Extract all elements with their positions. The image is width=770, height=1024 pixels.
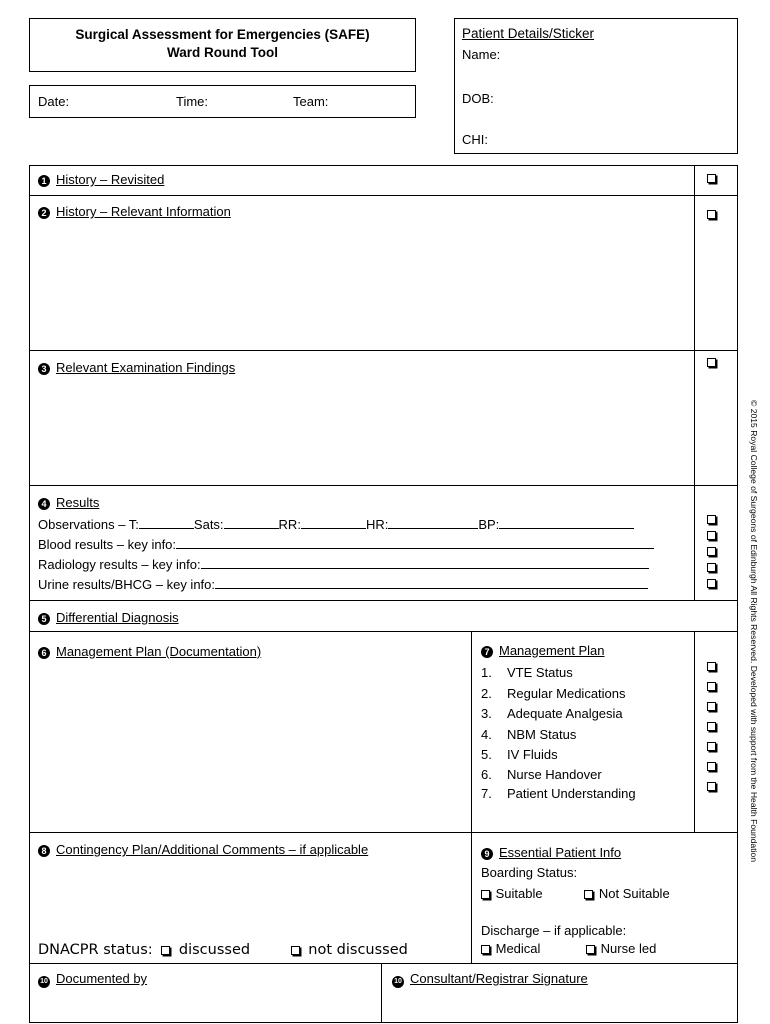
checkbox-history-relevant[interactable] <box>707 210 716 219</box>
boarding-not-suitable-label: Not Suitable <box>598 886 670 901</box>
section-contingency-plan <box>38 842 368 857</box>
divider-3 <box>29 485 738 486</box>
management-item <box>481 686 626 701</box>
obs-t-field[interactable] <box>139 517 194 529</box>
management-item-num: 7. <box>481 786 492 801</box>
checkbox-column-divider-upper <box>694 165 695 600</box>
section-differential-diagnosis <box>38 610 179 625</box>
obs-sats-label: Sats: <box>193 517 224 532</box>
split-management <box>471 631 472 963</box>
section-number-3: 3 <box>38 363 50 375</box>
management-item-num: 5. <box>481 747 492 762</box>
checkbox-nurse-handover[interactable] <box>707 762 716 771</box>
divider-4 <box>29 600 738 601</box>
management-item-label: NBM Status <box>507 727 577 742</box>
section-examination-findings <box>38 360 235 375</box>
management-item-num: 1. <box>481 665 492 680</box>
checkbox-blood-results[interactable] <box>707 531 716 540</box>
checkbox-dnacpr-not-discussed[interactable] <box>291 946 300 955</box>
management-item <box>481 747 558 762</box>
obs-t-label: Observations – T: <box>38 517 139 532</box>
management-item-label: Regular Medications <box>507 686 626 701</box>
checkbox-patient-understanding[interactable] <box>707 782 716 791</box>
section-11-title: Consultant/Registrar Signature <box>410 971 588 986</box>
section-6-title: Management Plan (Documentation) <box>56 644 262 659</box>
date-time-team-box <box>29 85 416 118</box>
section-history-relevant <box>38 204 231 219</box>
section-3-title: Relevant Examination Findings <box>56 360 236 375</box>
section-4-title: Results <box>56 495 100 510</box>
section-5-title: Differential Diagnosis <box>56 610 179 625</box>
urine-results-label: Urine results/BHCG – key info: <box>38 577 216 592</box>
boarding-options <box>481 886 670 901</box>
section-number-6: 6 <box>38 647 50 659</box>
management-item <box>481 767 602 782</box>
blood-results-row <box>38 537 654 552</box>
checkbox-discharge-nurse-led[interactable] <box>586 945 595 954</box>
checkbox-vte-status[interactable] <box>707 662 716 671</box>
management-item <box>481 786 636 801</box>
radiology-results-row <box>38 557 649 572</box>
checkbox-urine-results[interactable] <box>707 563 716 572</box>
obs-bp-label: BP: <box>478 517 500 532</box>
section-number-2: 2 <box>38 207 50 219</box>
section-consultant-signature <box>392 971 588 988</box>
boarding-status-label: Boarding Status: <box>481 865 578 880</box>
management-item-label: IV Fluids <box>507 747 558 762</box>
patient-dob-label: DOB: <box>462 91 494 106</box>
split-signature <box>381 963 382 1023</box>
checkbox-regular-medications[interactable] <box>707 682 716 691</box>
dnacpr-not-discussed-label: not discussed <box>308 942 408 958</box>
observations-row <box>38 517 634 532</box>
dnacpr-label: DNACPR status: <box>38 942 153 958</box>
team-label: Team: <box>293 94 329 109</box>
checkbox-nbm-status[interactable] <box>707 722 716 731</box>
management-item-label: Patient Understanding <box>507 786 636 801</box>
section-1-title: History – Revisited <box>56 172 165 187</box>
section-number-11: 10 <box>392 976 404 988</box>
obs-rr-field[interactable] <box>301 517 366 529</box>
management-item <box>481 706 623 721</box>
management-item <box>481 665 573 680</box>
patient-details-heading: Patient Details/Sticker <box>462 26 595 41</box>
checkbox-iv-fluids[interactable] <box>707 742 716 751</box>
obs-hr-field[interactable] <box>388 517 478 529</box>
radiology-results-label: Radiology results – key info: <box>38 557 201 572</box>
boarding-suitable-label: Suitable <box>495 886 543 901</box>
checkbox-column-divider-lower <box>694 631 695 832</box>
obs-sats-field[interactable] <box>224 517 279 529</box>
form-title-line2: Ward Round Tool <box>167 45 278 60</box>
checkbox-boarding-not-suitable[interactable] <box>584 890 593 899</box>
section-number-10: 10 <box>38 976 50 988</box>
section-10-title: Documented by <box>56 971 148 986</box>
blood-results-label: Blood results – key info: <box>38 537 177 552</box>
discharge-options <box>481 941 656 956</box>
divider-7 <box>29 963 738 964</box>
section-results <box>38 495 99 510</box>
checkbox-boarding-suitable[interactable] <box>481 890 490 899</box>
checkbox-examination-findings[interactable] <box>707 358 716 367</box>
management-item-label: Nurse Handover <box>507 767 602 782</box>
obs-hr-label: HR: <box>365 517 389 532</box>
section-essential-patient-info <box>481 845 621 860</box>
section-9-title: Essential Patient Info <box>499 845 622 860</box>
blood-results-field[interactable] <box>176 537 654 549</box>
section-management-documentation <box>38 644 261 659</box>
divider-5 <box>29 631 738 632</box>
section-number-4: 4 <box>38 498 50 510</box>
discharge-nurse-led-label: Nurse led <box>600 941 657 956</box>
management-item-num: 2. <box>481 686 492 701</box>
divider-6 <box>29 832 738 833</box>
discharge-medical-label: Medical <box>495 941 541 956</box>
management-item-num: 4. <box>481 727 492 742</box>
section-number-9: 9 <box>481 848 493 860</box>
section-7-title: Management Plan <box>499 643 605 658</box>
section-number-8: 8 <box>38 845 50 857</box>
form-title <box>29 26 416 62</box>
patient-name-label: Name: <box>462 47 501 62</box>
section-history-revisited <box>38 172 164 187</box>
checkbox-radiology-results[interactable] <box>707 547 716 556</box>
checkbox-discharge-medical[interactable] <box>481 945 490 954</box>
divider-2 <box>29 350 738 351</box>
date-label: Date: <box>38 94 70 109</box>
section-8-title: Contingency Plan/Additional Comments – if applicable <box>56 842 369 857</box>
checkbox-dnacpr-discussed[interactable] <box>161 946 170 955</box>
discharge-label: Discharge – if applicable: <box>481 923 627 938</box>
urine-results-row <box>38 577 648 592</box>
copyright-notice: © 2015 Royal College of Surgeons of Edinburgh All Rights Reserved. Developed with support from the Health Foundation <box>749 400 759 863</box>
patient-chi-label: CHI: <box>462 132 488 147</box>
management-item-num: 3. <box>481 706 492 721</box>
obs-rr-label: RR: <box>278 517 301 532</box>
time-label: Time: <box>176 94 209 109</box>
dnacpr-discussed-label: discussed <box>178 942 251 958</box>
section-number-7: 7 <box>481 646 493 658</box>
urine-results-field[interactable] <box>215 577 648 589</box>
section-management-plan <box>481 643 605 658</box>
management-item <box>481 727 576 742</box>
management-item-label: Adequate Analgesia <box>507 706 623 721</box>
checkbox-history-revisited[interactable] <box>707 174 716 183</box>
checkbox-observations[interactable] <box>707 515 716 524</box>
radiology-results-field[interactable] <box>201 557 649 569</box>
checkbox-results-extra[interactable] <box>707 579 716 588</box>
management-item-num: 6. <box>481 767 492 782</box>
section-2-title: History – Relevant Information <box>56 204 231 219</box>
checkbox-adequate-analgesia[interactable] <box>707 702 716 711</box>
section-number-5: 5 <box>38 613 50 625</box>
divider-1 <box>29 195 738 196</box>
dnacpr-row <box>38 942 408 958</box>
section-documented-by <box>38 971 147 988</box>
section-number-1: 1 <box>38 175 50 187</box>
form-title-line1: Surgical Assessment for Emergencies (SAFE) <box>75 27 370 42</box>
management-item-label: VTE Status <box>507 665 573 680</box>
obs-bp-field[interactable] <box>499 517 634 529</box>
